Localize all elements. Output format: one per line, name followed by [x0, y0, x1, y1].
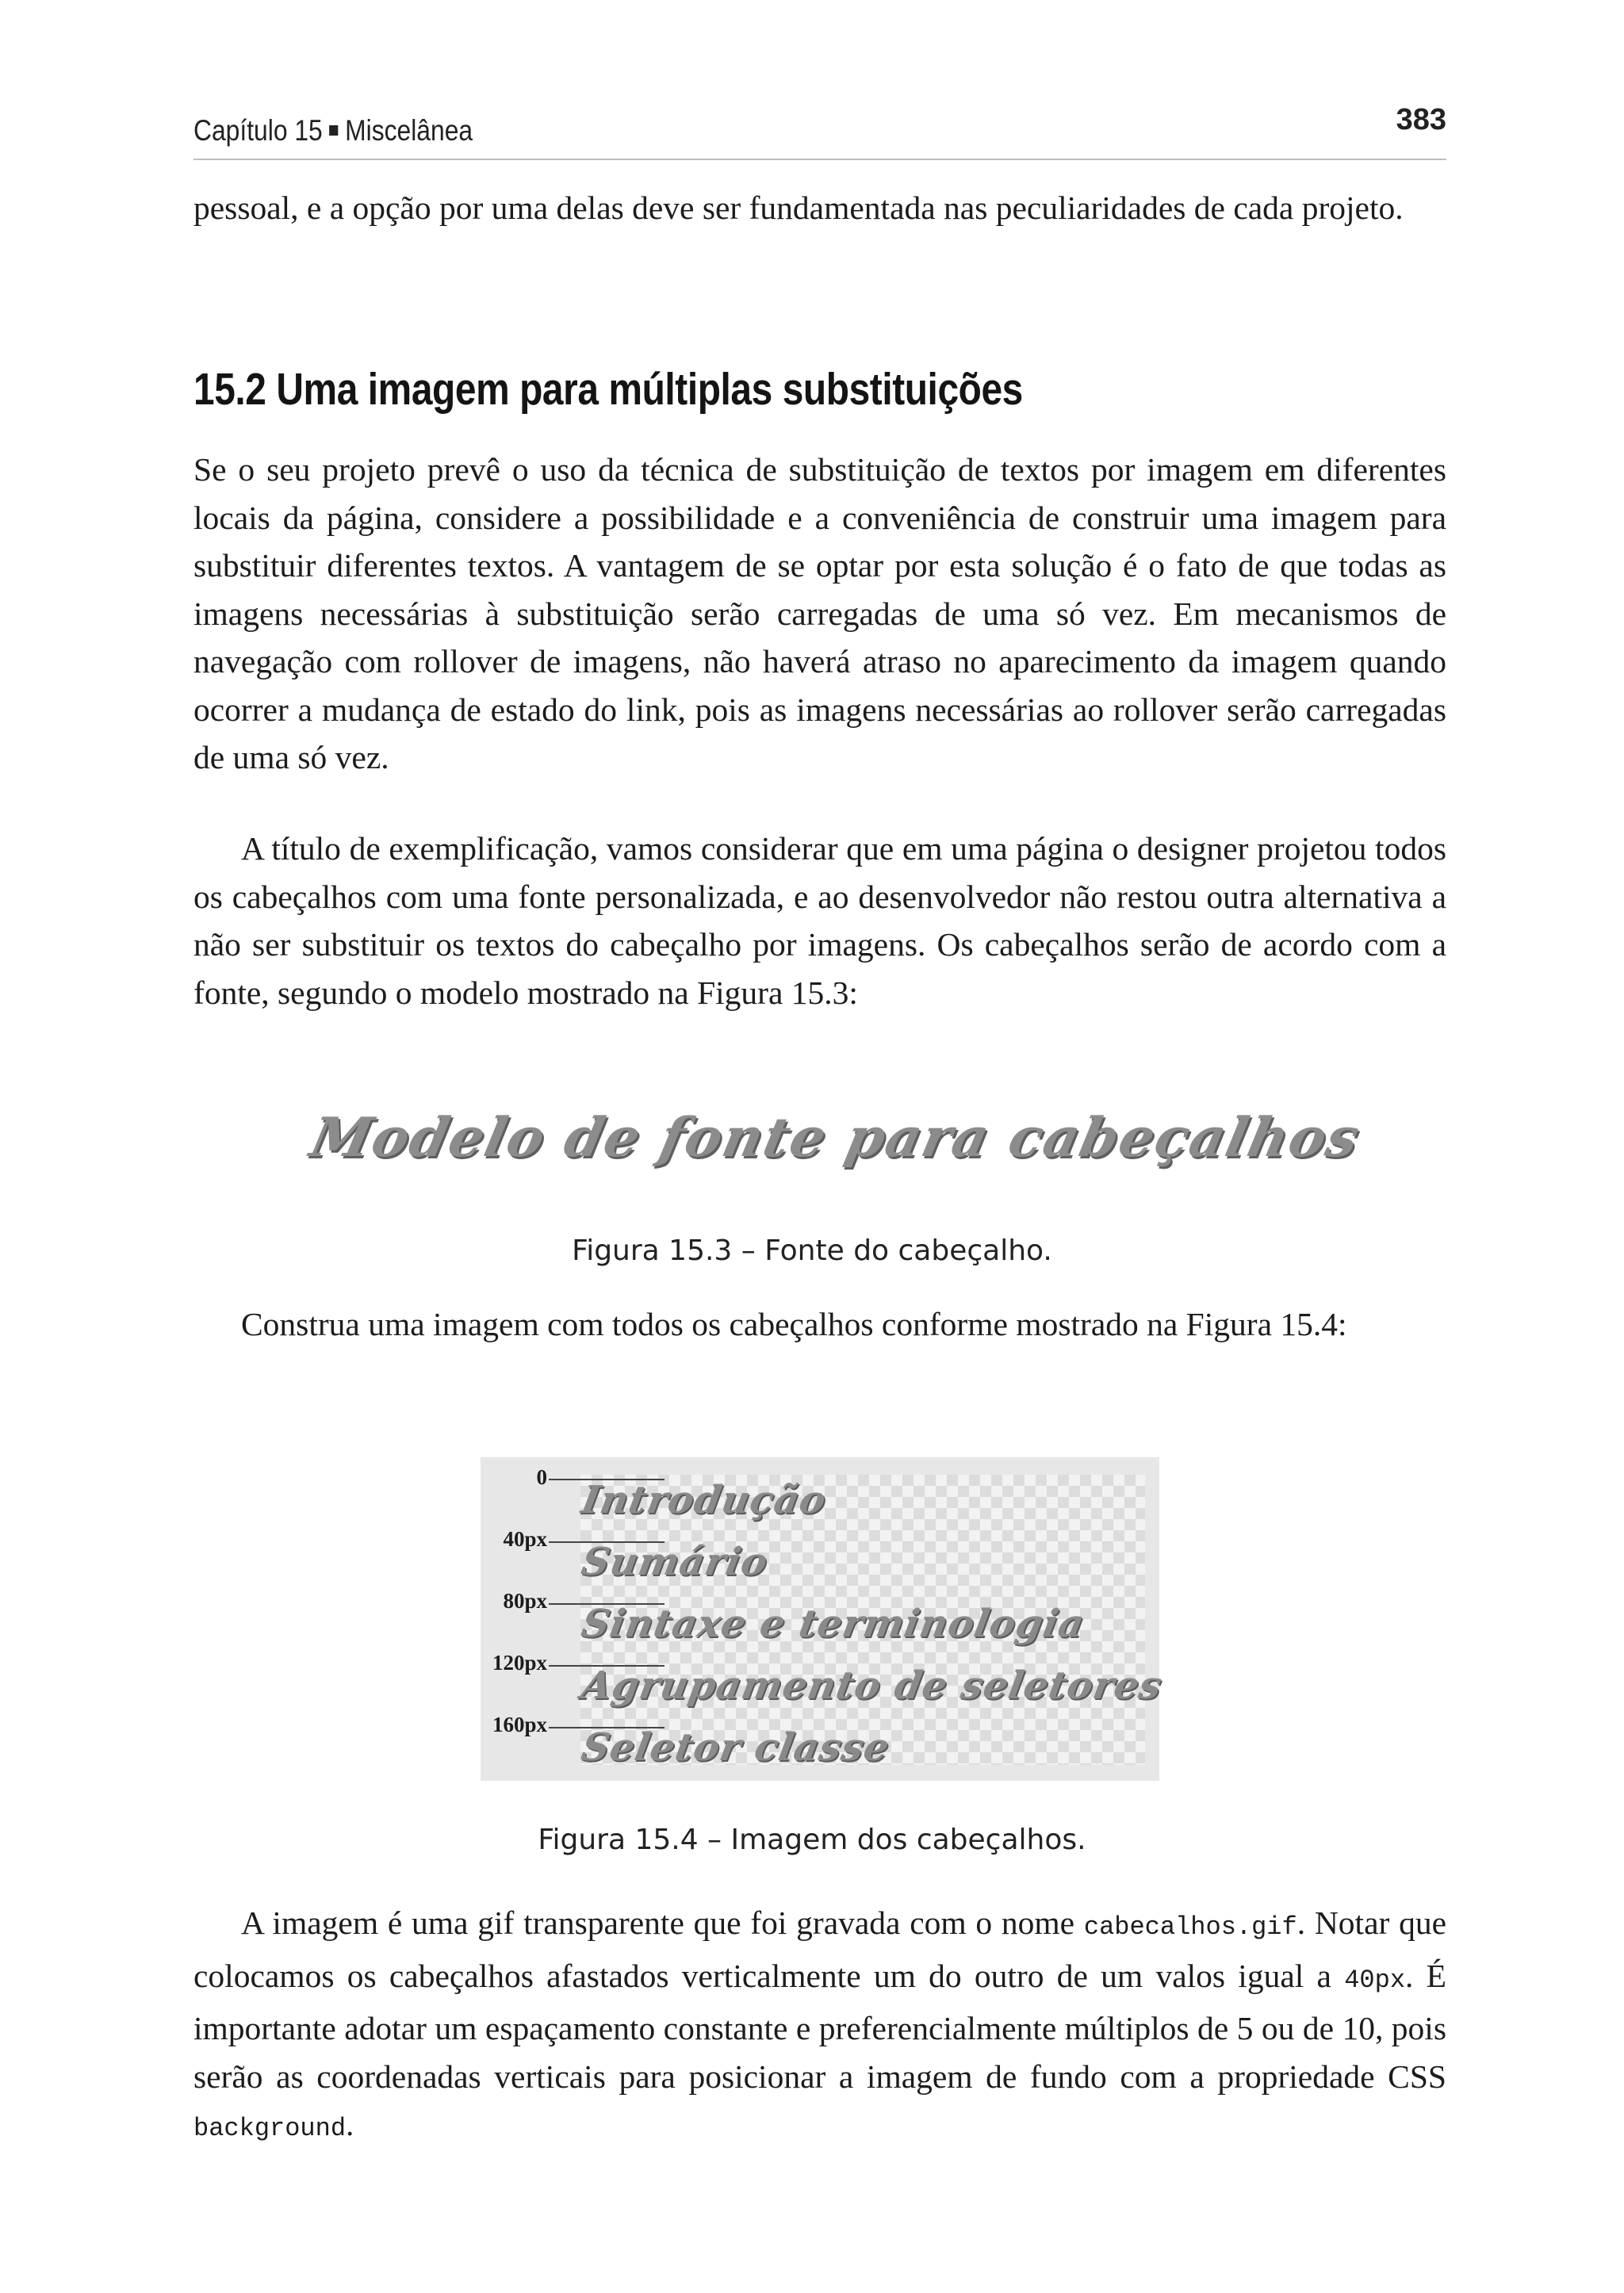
offset-marker: 0 — [536, 1465, 547, 1489]
page-number: 383 — [1396, 103, 1446, 136]
paragraph-2: A título de exemplificação, vamos considerar que em uma página o designer projetou todos os cabeçalhos com uma fonte personalizada, e ao desenvolvedor não restou outra alternativa a não ser substituir os textos do cabeçalho por imagens. Os cabeçalhos serão de acordo com a fonte, segundo o modelo mostrado na Figura 15.3: — [193, 830, 1446, 1011]
paragraph-4 — [193, 1899, 1446, 2153]
offset-marker: 120px — [492, 1651, 547, 1675]
sprite-heading: Sumário — [578, 1540, 772, 1584]
running-header — [193, 103, 1446, 160]
chapter-label — [193, 114, 473, 147]
sprite-heading: Sintaxe e terminologia — [578, 1602, 1089, 1646]
section-title: 15.2 Uma imagem para múltiplas substituições — [193, 364, 1023, 415]
inline-code: 40px — [1344, 1965, 1406, 1995]
chapter-number: Capítulo 15 — [193, 114, 323, 147]
font-sample-image — [0, 1106, 1624, 1169]
chapter-name: Miscelânea — [345, 114, 473, 147]
bullet-separator-icon — [329, 125, 338, 136]
paragraph-1: Se o seu projeto prevê o uso da técnica de substituição de textos por imagem em diferentes locais da página, considere a possibilidade e a conveniência de construir uma imagem para substituir diferentes textos. A vantagem de se optar por esta solução é o fato de que todas as imagens necessárias à substituição serão carregadas de uma só vez. Em mecanismos de navegação com rollover de imagens, não haverá atraso no aparecimento da imagem quando ocorrer a mudança de estado do link, pois as imagens necessárias ao rollover serão carregadas de uma só vez. — [193, 451, 1446, 775]
sprite-heading: Agrupamento de seletores — [578, 1663, 1166, 1708]
font-sample-text: Modelo de fonte para cabeçalhos — [304, 1106, 1366, 1169]
paragraph-4-text: A imagem é uma gif transparente que foi gravada com o nome — [241, 1904, 1084, 1941]
inline-code: cabecalhos.gif — [1083, 1912, 1297, 1942]
offset-marker: 40px — [503, 1527, 547, 1551]
intro-paragraph: pessoal, e a opção por uma delas deve ser fundamentada nas peculiaridades de cada projeto. — [193, 189, 1404, 226]
headings-sprite-image — [481, 1457, 1166, 1781]
figure-15-4-caption: Figura 15.4 – Imagem dos cabeçalhos. — [538, 1824, 1086, 1856]
paragraph-4-text: . Notar que colocamos os cabeçalhos afastados verticalmente um do outro de um valos igual a — [193, 1904, 1446, 1994]
inline-code: background — [193, 2114, 347, 2143]
paragraph-4-text: . — [346, 2106, 354, 2142]
offset-marker: 160px — [492, 1713, 547, 1736]
figure-15-3-caption: Figura 15.3 – Fonte do cabeçalho. — [572, 1235, 1052, 1267]
sprite-heading: Introdução — [578, 1478, 830, 1522]
sprite-heading: Seletor classe — [578, 1725, 894, 1770]
paragraph-4-text: . É importante adotar um espaçamento constante e preferencialmente múltiplos de 5 ou de 10, pois serão as coordenadas verticais para posicionar a imagem de fundo com a propriedade CSS — [193, 1957, 1446, 2095]
offset-marker: 80px — [503, 1589, 547, 1613]
paragraph-3: Construa uma imagem com todos os cabeçalhos conforme mostrado na Figura 15.4: — [241, 1306, 1347, 1342]
